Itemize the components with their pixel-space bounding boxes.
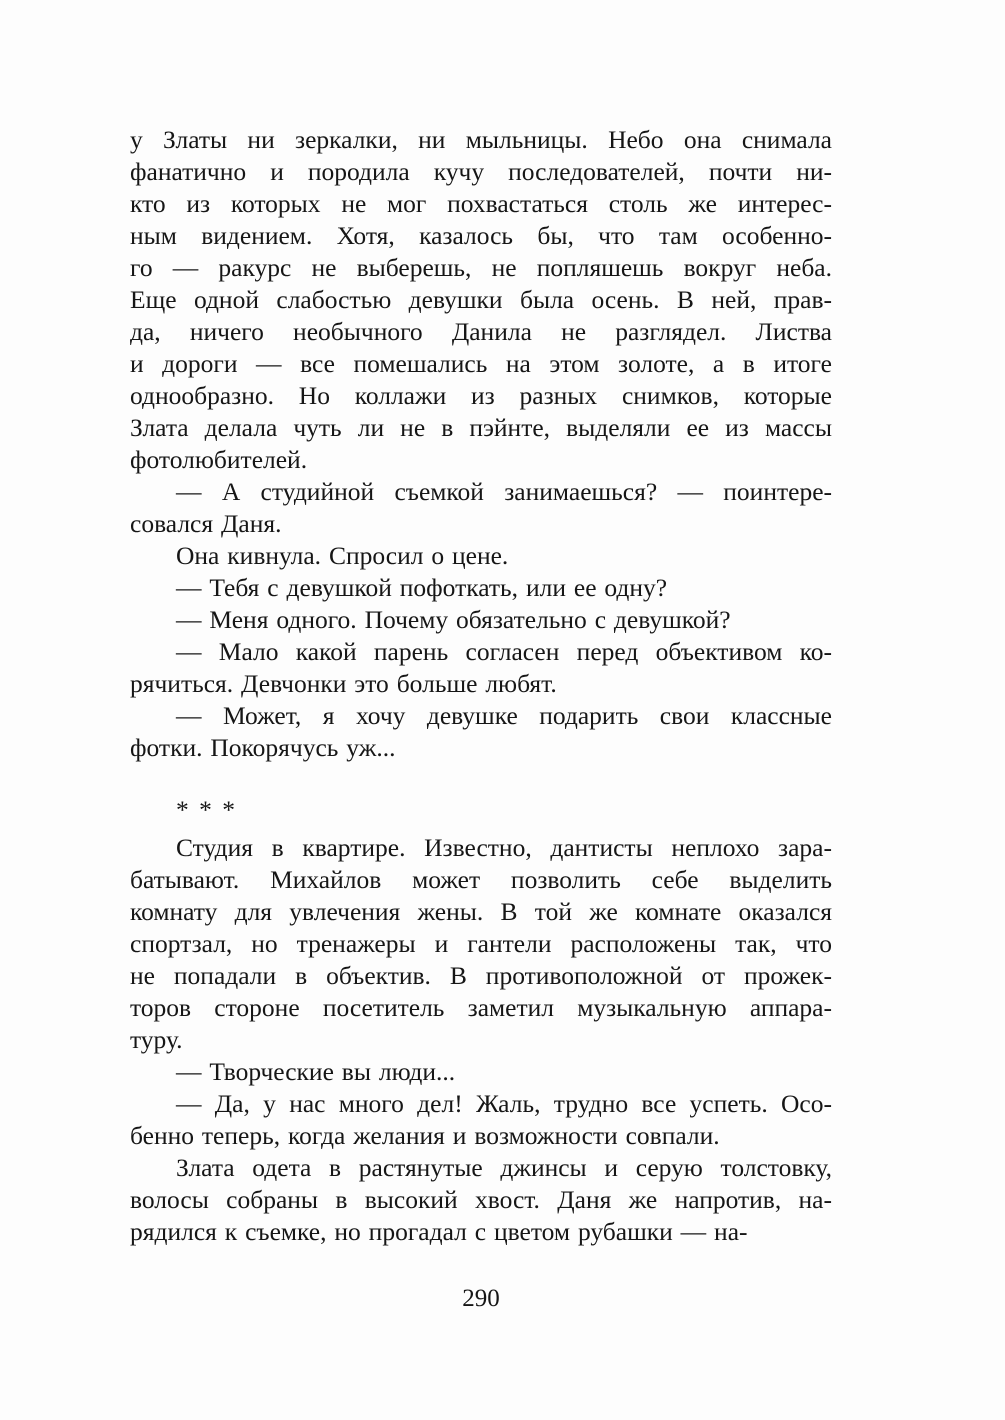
text-line: спортзал, но тренажеры и гантели расположены так, что bbox=[130, 929, 832, 958]
text-line: — Может, я хочу девушке подарить свои классные bbox=[176, 701, 832, 730]
paragraph bbox=[130, 540, 832, 572]
text-line: — Мало какой парень согласен перед объективом ко- bbox=[176, 637, 832, 666]
paragraph bbox=[130, 476, 832, 540]
paragraph bbox=[130, 832, 832, 1056]
paragraph bbox=[130, 636, 832, 700]
paragraph bbox=[130, 1152, 832, 1248]
text-line: — Да, у нас много дел! Жаль, трудно все успеть. Осо- bbox=[176, 1089, 832, 1118]
text-line: — Меня одного. Почему обязательно с девушкой? bbox=[176, 605, 731, 634]
text-line: Студия в квартире. Известно, дантисты неплохо зара- bbox=[176, 833, 832, 862]
paragraph bbox=[130, 1056, 832, 1088]
text-line: Злата одета в растянутые джинсы и серую толстовку, bbox=[176, 1153, 832, 1182]
text-line: фотолюбителей. bbox=[130, 445, 308, 474]
text-line: торов стороне посетитель заметил музыкальную аппара- bbox=[130, 993, 832, 1022]
text-line: комнату для увлечения жены. В той же комнате оказался bbox=[130, 897, 832, 926]
text-line: волосы собраны в высокий хвост. Даня же напротив, на- bbox=[130, 1185, 832, 1214]
text-line: однообразно. Но коллажи из разных снимков, которые bbox=[130, 381, 832, 410]
paragraph bbox=[130, 1088, 832, 1152]
text-line: не попадали в объектив. В противоположной от прожек- bbox=[130, 961, 832, 990]
text-line: фанатично и породила кучу последователей, почти ни- bbox=[130, 157, 832, 186]
section-separator: * * * bbox=[176, 795, 237, 824]
text-line: Она кивнула. Спросил о цене. bbox=[176, 541, 509, 570]
text-line: бенно теперь, когда желания и возможности совпали. bbox=[130, 1121, 720, 1150]
paragraph bbox=[130, 124, 832, 476]
text-line: фотки. Покорячусь уж... bbox=[130, 733, 396, 762]
text-line: Злата делала чуть ли не в пэйнте, выделяли ее из массы bbox=[130, 413, 832, 442]
paragraph bbox=[130, 572, 832, 604]
text-line: — Тебя с девушкой пофоткать, или ее одну? bbox=[176, 573, 668, 602]
text-line: рядился к съемке, но прогадал с цветом рубашки — на- bbox=[130, 1217, 748, 1246]
text-line: у Златы ни зеркалки, ни мыльницы. Небо она снимала bbox=[130, 125, 832, 154]
text-line: батывают. Михайлов может позволить себе выделить bbox=[130, 865, 832, 894]
text-line: Еще одной слабостью девушки была осень. В ней, прав- bbox=[130, 285, 832, 314]
text-line: совался Даня. bbox=[130, 509, 282, 538]
text-line: и дороги — все помешались на этом золоте, а в итоге bbox=[130, 349, 832, 378]
text-line: — Творческие вы люди... bbox=[176, 1057, 456, 1086]
text-line: кто из которых не мог похвастаться столь же интерес- bbox=[130, 189, 832, 218]
text-line: ным видением. Хотя, казалось бы, что там особенно- bbox=[130, 221, 832, 250]
text-line: — А студийной съемкой занимаешься? — поинтере- bbox=[176, 477, 832, 506]
text-line: го — ракурс не выберешь, не попляшешь вокруг неба. bbox=[130, 253, 832, 282]
page-number: 290 bbox=[462, 1285, 500, 1312]
text-line: рячиться. Девчонки это больше любят. bbox=[130, 669, 557, 698]
text-line: туру. bbox=[130, 1025, 183, 1054]
text-line: да, ничего необычного Данила не разглядел. Листва bbox=[130, 317, 832, 346]
text-block bbox=[130, 124, 832, 1248]
paragraph bbox=[130, 604, 832, 636]
paragraph bbox=[130, 700, 832, 764]
